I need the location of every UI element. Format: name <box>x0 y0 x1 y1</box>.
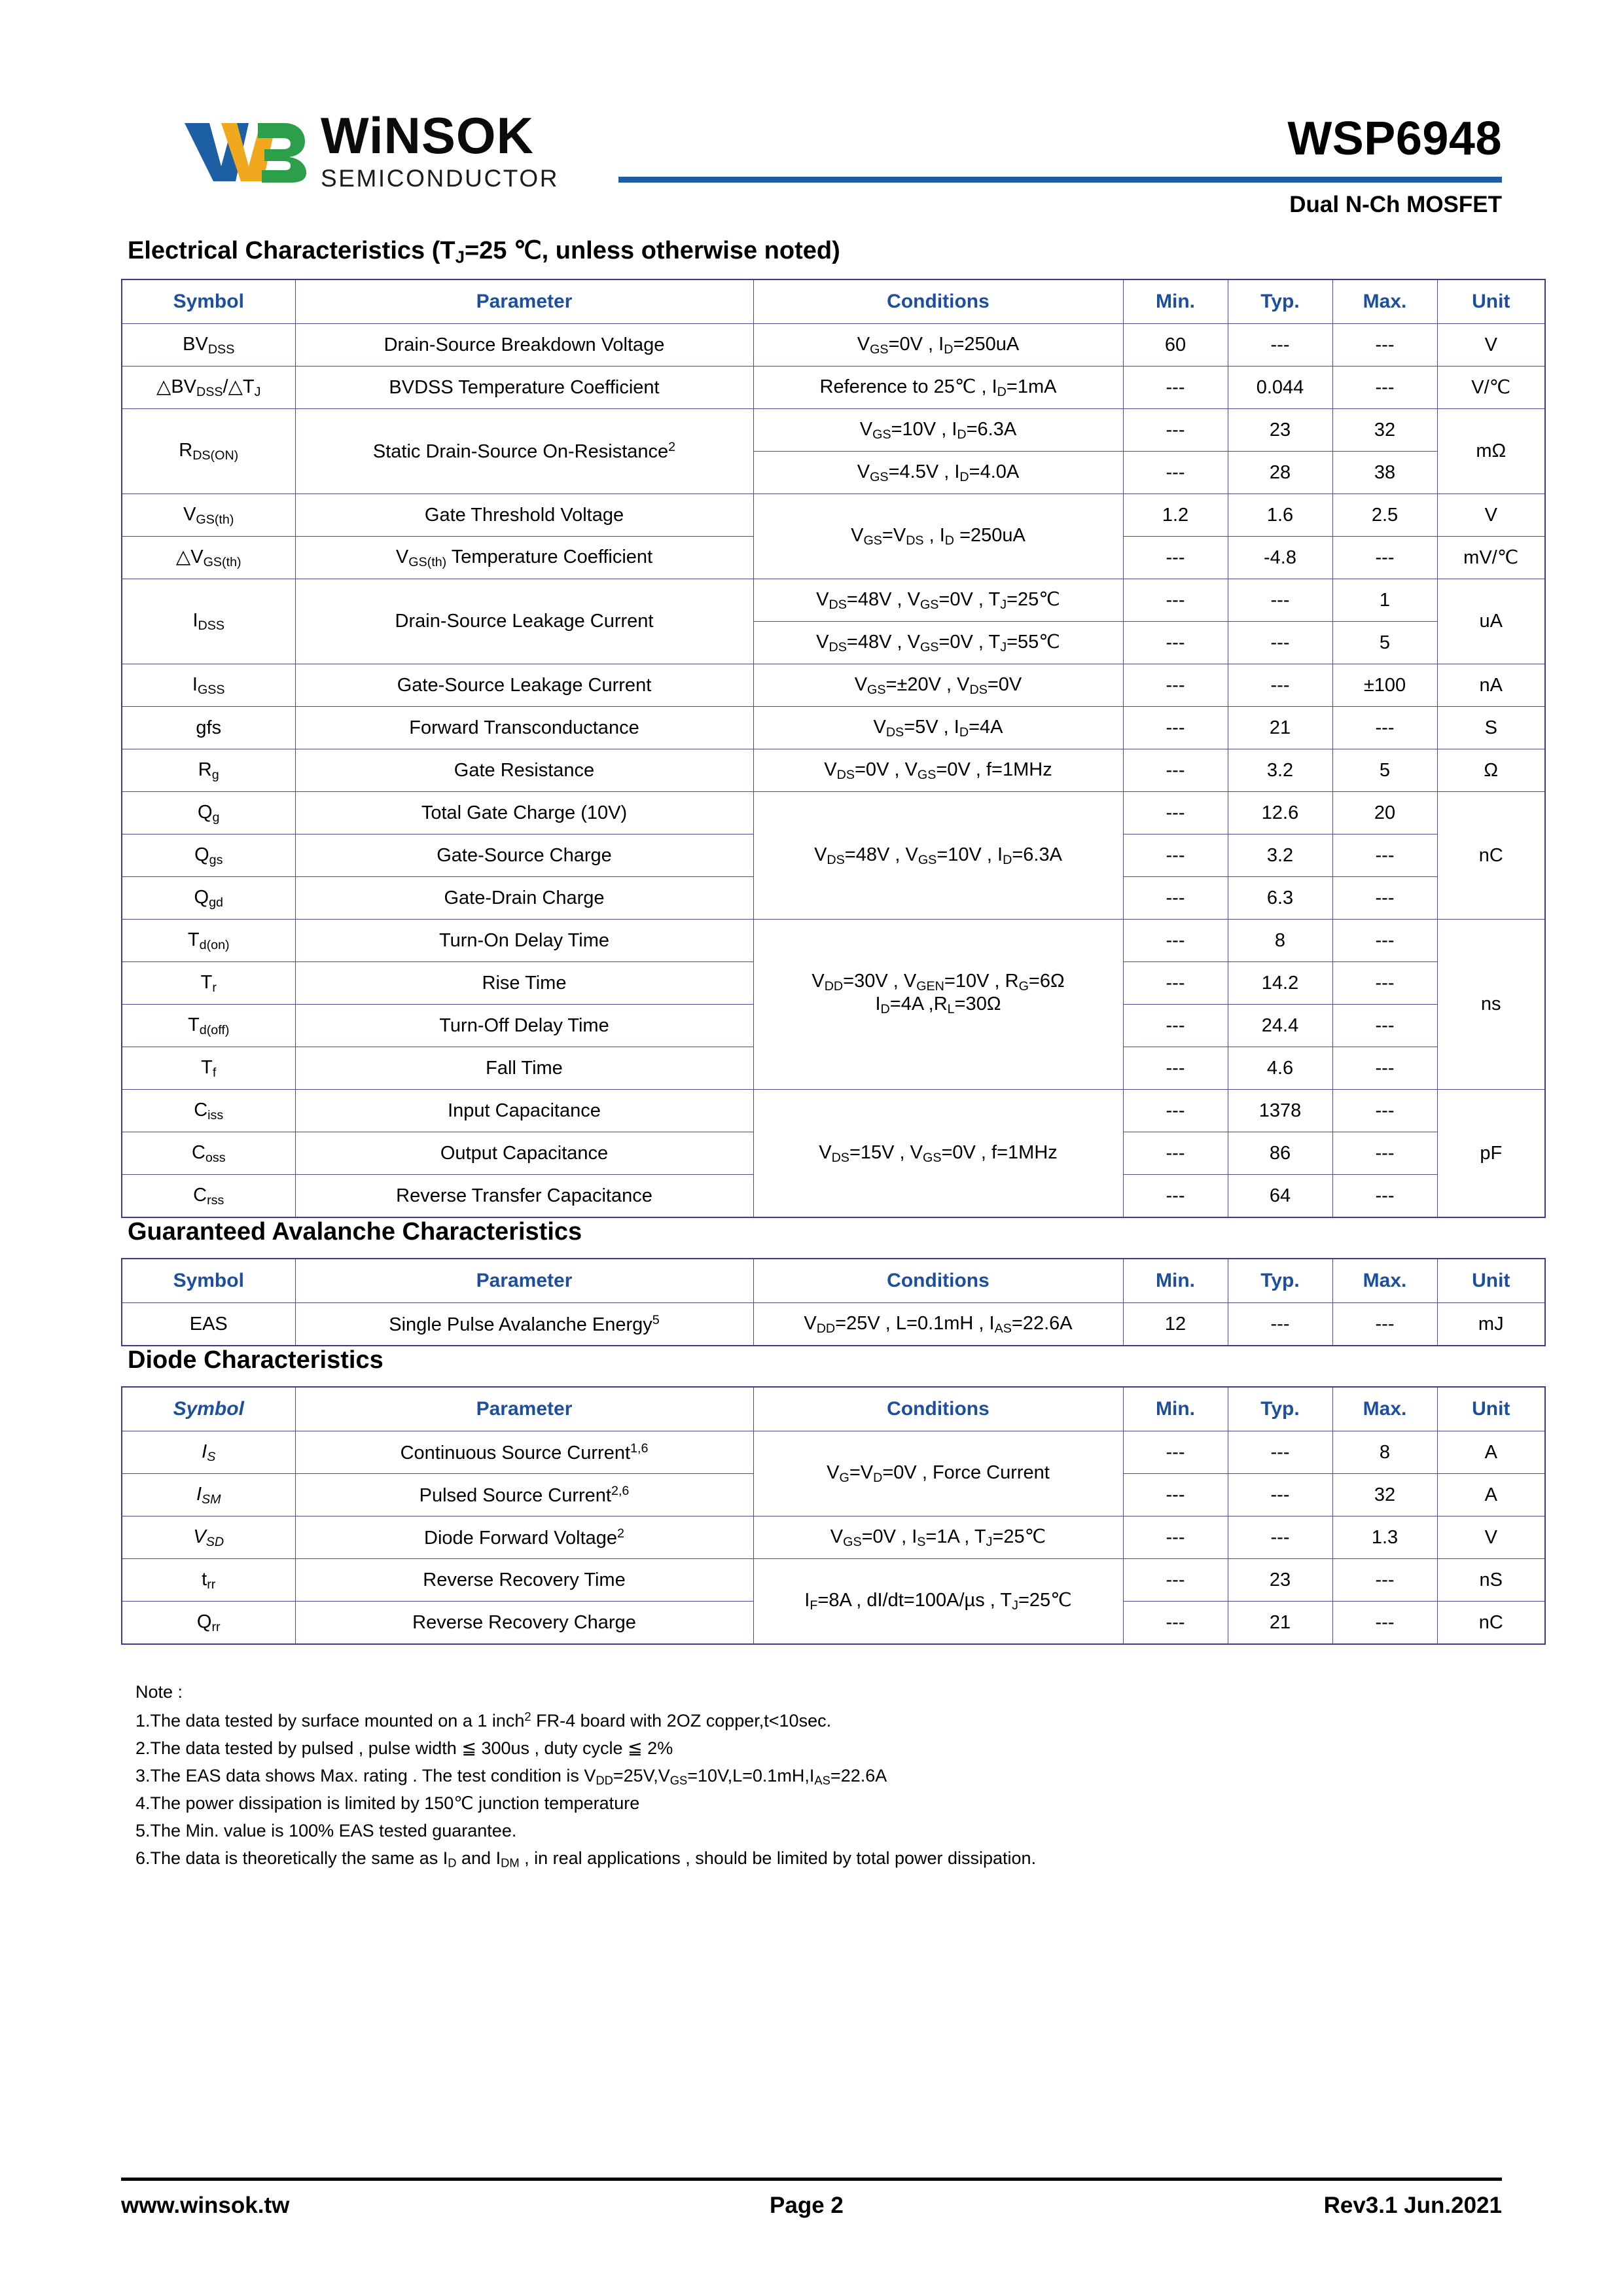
table-row <box>122 409 1545 452</box>
cell-symbol: $R_g$ <box>122 749 295 792</box>
cell-min: --- <box>1123 877 1228 920</box>
cell-parameter: Gate Resistance <box>295 749 753 792</box>
cell-parameter: Static Drain-Source On-Resistance$^2$ <box>295 409 753 494</box>
table-row <box>122 1303 1545 1346</box>
cell-max: --- <box>1332 1602 1437 1645</box>
notes-section <box>121 1679 1502 1872</box>
cell-max: 32 <box>1332 409 1437 452</box>
cell-typ: --- <box>1228 579 1332 622</box>
cell-unit: V <box>1437 1516 1545 1559</box>
cell-max: --- <box>1332 367 1437 409</box>
cell-unit: mΩ <box>1437 409 1545 494</box>
cell-unit: V <box>1437 324 1545 367</box>
cell-parameter: Input Capacitance <box>295 1090 753 1132</box>
cell-min: --- <box>1123 1516 1228 1559</box>
cell-max: 5 <box>1332 749 1437 792</box>
logo-wordmark: WiNSOK <box>320 107 534 164</box>
col-min: Min. <box>1123 279 1228 324</box>
cell-max: --- <box>1332 1559 1437 1602</box>
note-item: 3.The EAS data shows Max. rating . The test condition is $V_{DD}=25V,V_{GS}=10V,L=0.1mH,I_{AS}=22.6A$ <box>135 1766 887 1787</box>
cell-parameter: Turn-On Delay Time <box>295 920 753 962</box>
cell-symbol: $Q_{gd}$ <box>122 877 295 920</box>
cell-max: --- <box>1332 537 1437 579</box>
cell-max: 32 <box>1332 1474 1437 1516</box>
cell-unit: nS <box>1437 1559 1545 1602</box>
table-row <box>122 664 1545 707</box>
cell-typ: 28 <box>1228 452 1332 494</box>
cell-typ: 23 <box>1228 1559 1332 1602</box>
page-header <box>121 107 1502 236</box>
col-max: Max. <box>1332 279 1437 324</box>
cell-unit: V/℃ <box>1437 367 1545 409</box>
header-part-info <box>618 111 1502 218</box>
cell-symbol: EAS <box>122 1303 295 1346</box>
cell-conditions: $V_{DS}=48V$ , $V_{GS}=10V$ , $I_D=6.3A$ <box>753 792 1123 920</box>
col-max: Max. <box>1332 1259 1437 1303</box>
cell-conditions: $V_{DS}=5V$ , $I_D=4A$ <box>753 707 1123 749</box>
cell-parameter: Diode Forward Voltage$^2$ <box>295 1516 753 1559</box>
table-row <box>122 1431 1545 1474</box>
note-item: 4.The power dissipation is limited by 150℃ junction temperature <box>135 1793 640 1814</box>
cell-min: --- <box>1123 622 1228 664</box>
cell-max: --- <box>1332 324 1437 367</box>
cell-typ: 23 <box>1228 409 1332 452</box>
cell-unit: nC <box>1437 792 1545 920</box>
page-footer <box>121 2178 1502 2219</box>
cell-typ: 6.3 <box>1228 877 1332 920</box>
cell-symbol: $\triangle BV_{DSS}/\triangle T_J$ <box>122 367 295 409</box>
cell-conditions: $V_{GS}=V_{DS}$ , $I_D =250uA$ <box>753 494 1123 579</box>
cell-symbol: gfs <box>122 707 295 749</box>
cell-min: --- <box>1123 409 1228 452</box>
cell-conditions: $I_F=8A$ , dI/dt=100A/µs , $T_J=25℃$ <box>753 1559 1123 1645</box>
col-min: Min. <box>1123 1387 1228 1431</box>
cell-parameter: BVDSS Temperature Coefficient <box>295 367 753 409</box>
col-typ: Typ. <box>1228 279 1332 324</box>
cell-unit: nC <box>1437 1602 1545 1645</box>
cell-symbol: $Q_{gs}$ <box>122 834 295 877</box>
cell-typ: 86 <box>1228 1132 1332 1175</box>
table-row <box>122 792 1545 834</box>
cell-min: --- <box>1123 749 1228 792</box>
cell-min: --- <box>1123 1431 1228 1474</box>
cell-unit: A <box>1437 1431 1545 1474</box>
cell-symbol: $I_S$ <box>122 1431 295 1474</box>
col-symbol: Symbol <box>122 1387 295 1431</box>
cell-max: --- <box>1332 707 1437 749</box>
cell-min: --- <box>1123 452 1228 494</box>
cell-parameter: Rise Time <box>295 962 753 1005</box>
cell-typ: 21 <box>1228 1602 1332 1645</box>
table-row <box>122 367 1545 409</box>
company-logo <box>121 107 618 192</box>
cell-parameter: Gate-Source Charge <box>295 834 753 877</box>
cell-symbol: $I_{GSS}$ <box>122 664 295 707</box>
col-conditions: Conditions <box>753 1259 1123 1303</box>
cell-conditions: $V_{DS}=15V$ , $V_{GS}=0V$ , f=1MHz <box>753 1090 1123 1218</box>
header-divider <box>618 177 1502 183</box>
cell-conditions: $V_{DS}=48V$ , $V_{GS}=0V$ , $T_J=25℃$ <box>753 579 1123 622</box>
cell-min: --- <box>1123 664 1228 707</box>
cell-conditions: $V_{GS}=10V$ , $I_D=6.3A$ <box>753 409 1123 452</box>
cell-symbol: $Q_g$ <box>122 792 295 834</box>
cell-max: ±100 <box>1332 664 1437 707</box>
cell-symbol: $V_{GS(th)}$ <box>122 494 295 537</box>
cell-symbol: $V_{SD}$ <box>122 1516 295 1559</box>
cell-parameter: Single Pulse Avalanche Energy$^5$ <box>295 1303 753 1346</box>
col-min: Min. <box>1123 1259 1228 1303</box>
cell-conditions: Reference to 25℃ , $I_D=1mA$ <box>753 367 1123 409</box>
table-row <box>122 707 1545 749</box>
cell-conditions: $V_{DD}=30V$ , $V_{GEN}=10V$ , $R_G=6\Omega$ $I_D=4A$ $,R_L=30\Omega$ <box>753 920 1123 1090</box>
footer-divider <box>121 2178 1502 2181</box>
cell-max: --- <box>1332 1132 1437 1175</box>
cell-typ: --- <box>1228 1516 1332 1559</box>
cell-min: 1.2 <box>1123 494 1228 537</box>
note-item: 1.The data tested by surface mounted on a 1 inch$^2$ FR-4 board with 2OZ copper,t<10sec. <box>135 1710 832 1731</box>
col-conditions: Conditions <box>753 1387 1123 1431</box>
table-row <box>122 324 1545 367</box>
cell-conditions: $V_{DD}=25V$ , L=0.1mH , $I_{AS}=22.6A$ <box>753 1303 1123 1346</box>
cell-parameter: Reverse Recovery Time <box>295 1559 753 1602</box>
col-parameter: Parameter <box>295 279 753 324</box>
col-symbol: Symbol <box>122 1259 295 1303</box>
cell-symbol: $\triangle V_{GS(th)}$ <box>122 537 295 579</box>
cell-parameter: Output Capacitance <box>295 1132 753 1175</box>
cell-typ: --- <box>1228 1474 1332 1516</box>
cell-min: --- <box>1123 1474 1228 1516</box>
cell-max: 8 <box>1332 1431 1437 1474</box>
cell-min: --- <box>1123 1175 1228 1218</box>
col-parameter: Parameter <box>295 1259 753 1303</box>
col-conditions: Conditions <box>753 279 1123 324</box>
note-item: 2.The data tested by pulsed , pulse width ≦ 300us , duty cycle ≦ 2% <box>135 1738 673 1759</box>
cell-typ: --- <box>1228 622 1332 664</box>
cell-parameter: Turn-Off Delay Time <box>295 1005 753 1047</box>
cell-symbol: $R_{DS(ON)}$ <box>122 409 295 494</box>
cell-conditions: $V_{GS}=0V$ , $I_D=250uA$ <box>753 324 1123 367</box>
cell-parameter: Gate Threshold Voltage <box>295 494 753 537</box>
cell-parameter: Continuous Source Current$^{1,6}$ <box>295 1431 753 1474</box>
cell-symbol: $C_{oss}$ <box>122 1132 295 1175</box>
cell-symbol: $t_{rr}$ <box>122 1559 295 1602</box>
cell-min: --- <box>1123 1132 1228 1175</box>
cell-min: --- <box>1123 579 1228 622</box>
cell-max: --- <box>1332 962 1437 1005</box>
electrical-characteristics-title: Electrical Characteristics ($T_J=25$ ℃, unless otherwise noted) <box>128 237 840 267</box>
col-max: Max. <box>1332 1387 1437 1431</box>
cell-max: --- <box>1332 1303 1437 1346</box>
avalanche-characteristics-table <box>121 1258 1546 1346</box>
cell-conditions: $V_{GS}=4.5V$ , $I_D=4.0A$ <box>753 452 1123 494</box>
cell-symbol: $T_r$ <box>122 962 295 1005</box>
cell-typ: 14.2 <box>1228 962 1332 1005</box>
cell-typ: --- <box>1228 1303 1332 1346</box>
col-typ: Typ. <box>1228 1259 1332 1303</box>
cell-parameter: $V_{GS(th)}$ Temperature Coefficient <box>295 537 753 579</box>
table-row <box>122 1090 1545 1132</box>
cell-min: --- <box>1123 792 1228 834</box>
cell-typ: 4.6 <box>1228 1047 1332 1090</box>
cell-max: --- <box>1332 1175 1437 1218</box>
cell-unit: S <box>1437 707 1545 749</box>
footer-website[interactable]: www.winsok.tw <box>121 2193 290 2218</box>
col-symbol: Symbol <box>122 279 295 324</box>
cell-symbol: $I_{DSS}$ <box>122 579 295 664</box>
cell-unit: A <box>1437 1474 1545 1516</box>
cell-symbol: $I_{SM}$ <box>122 1474 295 1516</box>
cell-symbol: $C_{rss}$ <box>122 1175 295 1218</box>
cell-min: --- <box>1123 1090 1228 1132</box>
table-row <box>122 1559 1545 1602</box>
cell-min: --- <box>1123 1005 1228 1047</box>
col-unit: Unit <box>1437 1387 1545 1431</box>
col-parameter: Parameter <box>295 1387 753 1431</box>
table-header-row <box>122 1259 1545 1303</box>
cell-max: 38 <box>1332 452 1437 494</box>
cell-unit: mJ <box>1437 1303 1545 1346</box>
cell-parameter: Gate-Source Leakage Current <box>295 664 753 707</box>
cell-min: --- <box>1123 962 1228 1005</box>
cell-conditions: $V_{GS}=0V$ , $I_S=1A$ , $T_J=25℃$ <box>753 1516 1123 1559</box>
col-unit: Unit <box>1437 279 1545 324</box>
cell-typ: --- <box>1228 1431 1332 1474</box>
cell-min: --- <box>1123 707 1228 749</box>
col-typ: Typ. <box>1228 1387 1332 1431</box>
note-item: 6.The data is theoretically the same as $I_D$ and $I_{DM}$ , in real applications , should be limited by total power dissipation. <box>135 1848 1037 1870</box>
footer-page-number: Page 2 <box>770 2193 844 2218</box>
cell-typ: 12.6 <box>1228 792 1332 834</box>
cell-typ: 1.6 <box>1228 494 1332 537</box>
cell-unit: V <box>1437 494 1545 537</box>
cell-symbol: $T_{d(on)}$ <box>122 920 295 962</box>
diode-characteristics-title: Diode Characteristics <box>128 1346 383 1374</box>
page-title: WSP6948 <box>1287 113 1502 165</box>
cell-typ: 3.2 <box>1228 834 1332 877</box>
cell-min: --- <box>1123 920 1228 962</box>
cell-symbol: $T_{d(off)}$ <box>122 1005 295 1047</box>
footer-revision: Rev3.1 Jun.2021 <box>1323 2193 1502 2218</box>
cell-min: --- <box>1123 1559 1228 1602</box>
cell-symbol: $Q_{rr}$ <box>122 1602 295 1645</box>
logo-subtitle: SEMICONDUCTOR <box>320 165 560 192</box>
cell-max: --- <box>1332 1005 1437 1047</box>
table-row <box>122 1516 1545 1559</box>
cell-symbol: $C_{iss}$ <box>122 1090 295 1132</box>
avalanche-characteristics-title: Guaranteed Avalanche Characteristics <box>128 1218 582 1246</box>
cell-min: --- <box>1123 537 1228 579</box>
table-header-row <box>122 1387 1545 1431</box>
cell-max: 5 <box>1332 622 1437 664</box>
cell-parameter: Fall Time <box>295 1047 753 1090</box>
cell-conditions: $V_{DS}=48V$ , $V_{GS}=0V$ , $T_J=55℃$ <box>753 622 1123 664</box>
cell-max: --- <box>1332 1090 1437 1132</box>
cell-typ: 8 <box>1228 920 1332 962</box>
table-row <box>122 579 1545 622</box>
note-item: 5.The Min. value is 100% EAS tested guarantee. <box>135 1821 517 1841</box>
cell-conditions: $V_G=V_D=0V$ , Force Current <box>753 1431 1123 1516</box>
table-row <box>122 749 1545 792</box>
cell-parameter: Reverse Transfer Capacitance <box>295 1175 753 1218</box>
cell-max: --- <box>1332 877 1437 920</box>
cell-parameter: Forward Transconductance <box>295 707 753 749</box>
cell-symbol: $BV_{DSS}$ <box>122 324 295 367</box>
cell-max: --- <box>1332 1047 1437 1090</box>
cell-min: --- <box>1123 1047 1228 1090</box>
cell-min: 60 <box>1123 324 1228 367</box>
cell-conditions: $V_{DS}=0V$ , $V_{GS}=0V$ , f=1MHz <box>753 749 1123 792</box>
cell-symbol: $T_f$ <box>122 1047 295 1090</box>
cell-parameter: Pulsed Source Current$^{2,6}$ <box>295 1474 753 1516</box>
cell-typ: 64 <box>1228 1175 1332 1218</box>
part-description: Dual N-Ch MOSFET <box>1289 192 1502 217</box>
cell-typ: 24.4 <box>1228 1005 1332 1047</box>
cell-max: --- <box>1332 920 1437 962</box>
cell-min: --- <box>1123 834 1228 877</box>
cell-max: 2.5 <box>1332 494 1437 537</box>
cell-max: 1 <box>1332 579 1437 622</box>
cell-max: --- <box>1332 834 1437 877</box>
table-row <box>122 494 1545 537</box>
cell-min: 12 <box>1123 1303 1228 1346</box>
col-unit: Unit <box>1437 1259 1545 1303</box>
cell-typ: --- <box>1228 664 1332 707</box>
cell-max: 20 <box>1332 792 1437 834</box>
cell-typ: --- <box>1228 324 1332 367</box>
notes-heading: Note : <box>135 1682 183 1702</box>
cell-min: --- <box>1123 367 1228 409</box>
cell-typ: 21 <box>1228 707 1332 749</box>
cell-parameter: Total Gate Charge (10V) <box>295 792 753 834</box>
cell-unit: Ω <box>1437 749 1545 792</box>
cell-typ: 1378 <box>1228 1090 1332 1132</box>
cell-unit: nA <box>1437 664 1545 707</box>
cell-unit: uA <box>1437 579 1545 664</box>
cell-parameter: Drain-Source Breakdown Voltage <box>295 324 753 367</box>
table-header-row <box>122 279 1545 324</box>
table-row <box>122 920 1545 962</box>
cell-parameter: Drain-Source Leakage Current <box>295 579 753 664</box>
cell-min: --- <box>1123 1602 1228 1645</box>
cell-typ: -4.8 <box>1228 537 1332 579</box>
cell-parameter: Reverse Recovery Charge <box>295 1602 753 1645</box>
cell-parameter: Gate-Drain Charge <box>295 877 753 920</box>
winsok-logo-icon <box>181 118 312 187</box>
cell-typ: 0.044 <box>1228 367 1332 409</box>
cell-unit: ns <box>1437 920 1545 1090</box>
diode-characteristics-table <box>121 1386 1546 1645</box>
cell-unit: pF <box>1437 1090 1545 1218</box>
cell-typ: 3.2 <box>1228 749 1332 792</box>
cell-conditions: $V_{GS}=\pm 20V$ , $V_{DS}=0V$ <box>753 664 1123 707</box>
electrical-characteristics-table <box>121 279 1546 1218</box>
cell-max: 1.3 <box>1332 1516 1437 1559</box>
cell-unit: mV/℃ <box>1437 537 1545 579</box>
